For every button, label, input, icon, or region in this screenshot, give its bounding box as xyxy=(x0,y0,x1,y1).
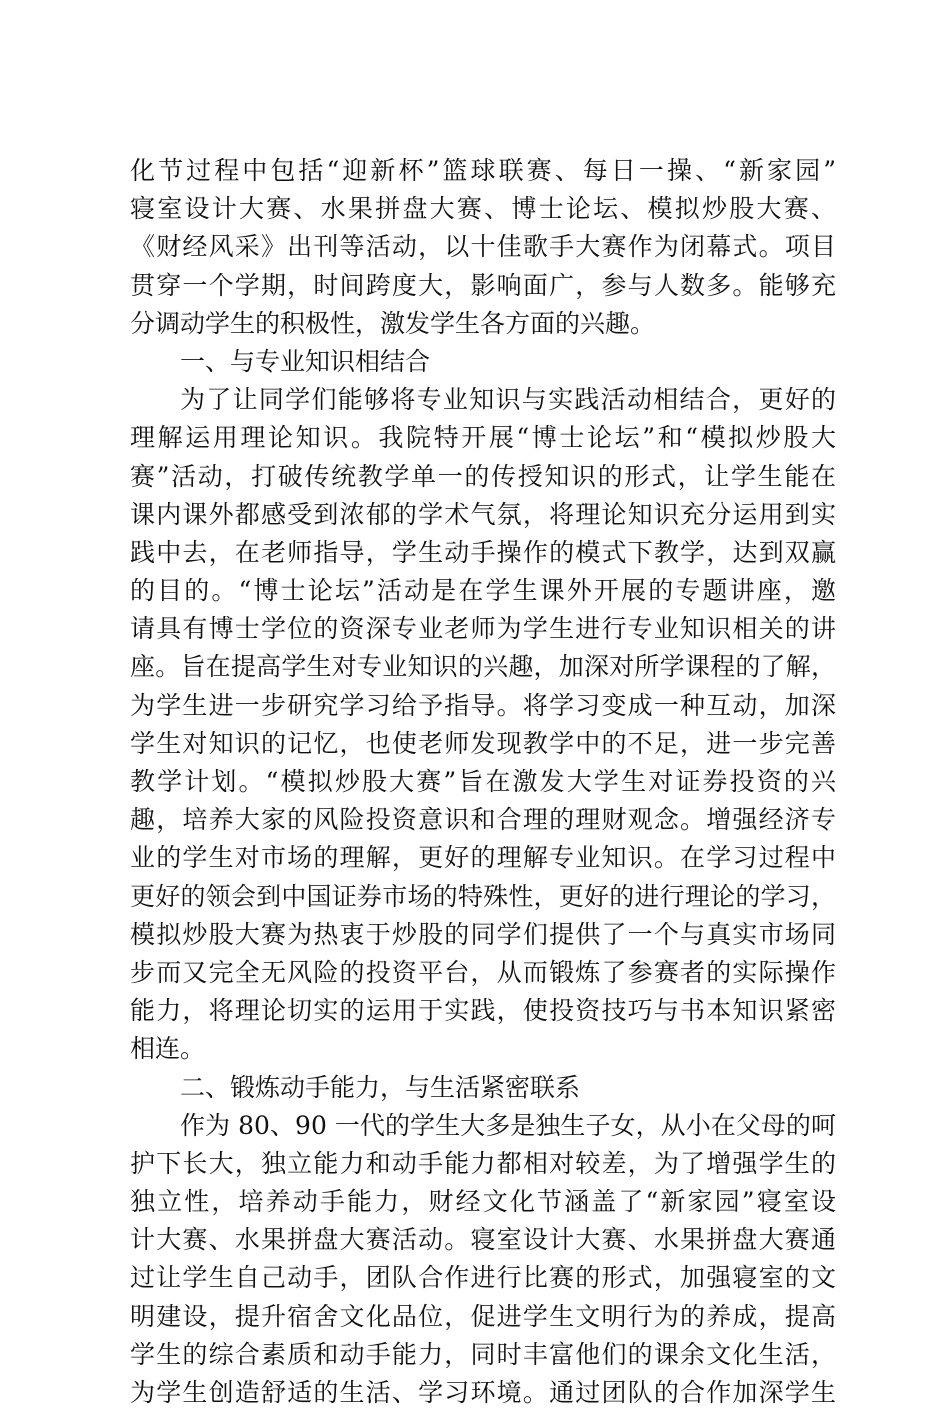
text-line: 能力，将理论切实的运用于实践，使投资技巧与书本知识紧密 xyxy=(130,996,836,1026)
text-line: 明建设，提升宿舍文化品位，促进学生文明行为的养成，提高 xyxy=(130,1301,836,1331)
text-line: 化节过程中包括“迎新杯”篮球联赛、每日一操、“新家园” xyxy=(130,156,836,185)
paragraph-intro xyxy=(130,152,836,343)
text-line: 的目的。“博士论坛”活动是在学生课外开展的专题讲座，邀 xyxy=(130,576,836,606)
text-line: 作为 80、90 一代的学生大多是独生子女，从小在父母的呵 xyxy=(180,1110,836,1140)
text-line: 步而又完全无风险的投资平台，从而锻炼了参赛者的实际操作 xyxy=(130,957,836,987)
text-line: 计大赛、水果拼盘大赛活动。寝室设计大赛、水果拼盘大赛通 xyxy=(130,1225,836,1255)
text-line: 寝室设计大赛、水果拼盘大赛、博士论坛、模拟炒股大赛、 xyxy=(130,194,836,224)
text-line: 趣，培养大家的风险投资意识和合理的理财观念。增强经济专 xyxy=(130,805,836,835)
text-line: 学生的综合素质和动手能力，同时丰富他们的课余文化生活， xyxy=(130,1339,836,1369)
text-line: 业的学生对市场的理解，更好的理解专业知识。在学习过程中 xyxy=(130,843,836,873)
text-line: 模拟炒股大赛为热衷于炒股的同学们提供了一个与真实市场同 xyxy=(130,919,836,949)
text-line: 践中去，在老师指导，学生动手操作的模式下教学，达到双赢 xyxy=(130,537,836,567)
text-line: 独立性，培养动手能力，财经文化节涵盖了“新家园”寝室设 xyxy=(130,1187,836,1217)
text-line: 分调动学生的积极性，激发学生各方面的兴趣。 xyxy=(130,308,656,338)
text-line: 过让学生自己动手，团队合作进行比赛的形式，加强寝室的文 xyxy=(130,1263,836,1293)
text-line: 更好的领会到中国证券市场的特殊性，更好的进行理论的学习， xyxy=(130,881,836,911)
text-line: 理解运用理论知识。我院特开展“博士论坛”和“模拟炒股大 xyxy=(130,423,836,453)
text-line: 赛”活动，打破传统教学单一的传授知识的形式，让学生能在 xyxy=(130,461,836,491)
text-line: 学生对知识的记忆，也使老师发现教学中的不足，进一步完善 xyxy=(130,728,836,758)
text-line: 为学生进一步研究学习给予指导。将学习变成一种互动，加深 xyxy=(130,690,836,720)
text-line: 教学计划。“模拟炒股大赛”旨在激发大学生对证券投资的兴 xyxy=(130,767,836,796)
paragraph-1 xyxy=(130,381,836,1068)
paragraph-2 xyxy=(130,1107,836,1412)
text-line: 《财经风采》出刊等活动，以十佳歌手大赛作为闭幕式。项目 xyxy=(130,232,836,262)
document-page xyxy=(130,152,836,1412)
text-line: 为了让同学们能够将专业知识与实践活动相结合，更好的 xyxy=(180,385,836,415)
section-heading-1: 一、与专业知识相结合 xyxy=(180,346,431,376)
text-line: 请具有博士学位的资深专业老师为学生进行专业知识相关的讲 xyxy=(130,614,836,644)
text-line: 座。旨在提高学生对专业知识的兴趣，加深对所学课程的了解， xyxy=(130,652,836,682)
text-line: 护下长大，独立能力和动手能力都相对较差，为了增强学生的 xyxy=(130,1148,836,1178)
text-line: 相连。 xyxy=(130,1034,206,1064)
section-heading-2: 二、锻炼动手能力，与生活紧密联系 xyxy=(180,1072,581,1102)
text-line: 贯穿一个学期，时间跨度大，影响面广，参与人数多。能够充 xyxy=(130,270,836,300)
text-line: 课内课外都感受到浓郁的学术气氛，将理论知识充分运用到实 xyxy=(130,499,836,529)
text-line: 为学生创造舒适的生活、学习环境。通过团队的合作加深学生 xyxy=(130,1378,836,1407)
